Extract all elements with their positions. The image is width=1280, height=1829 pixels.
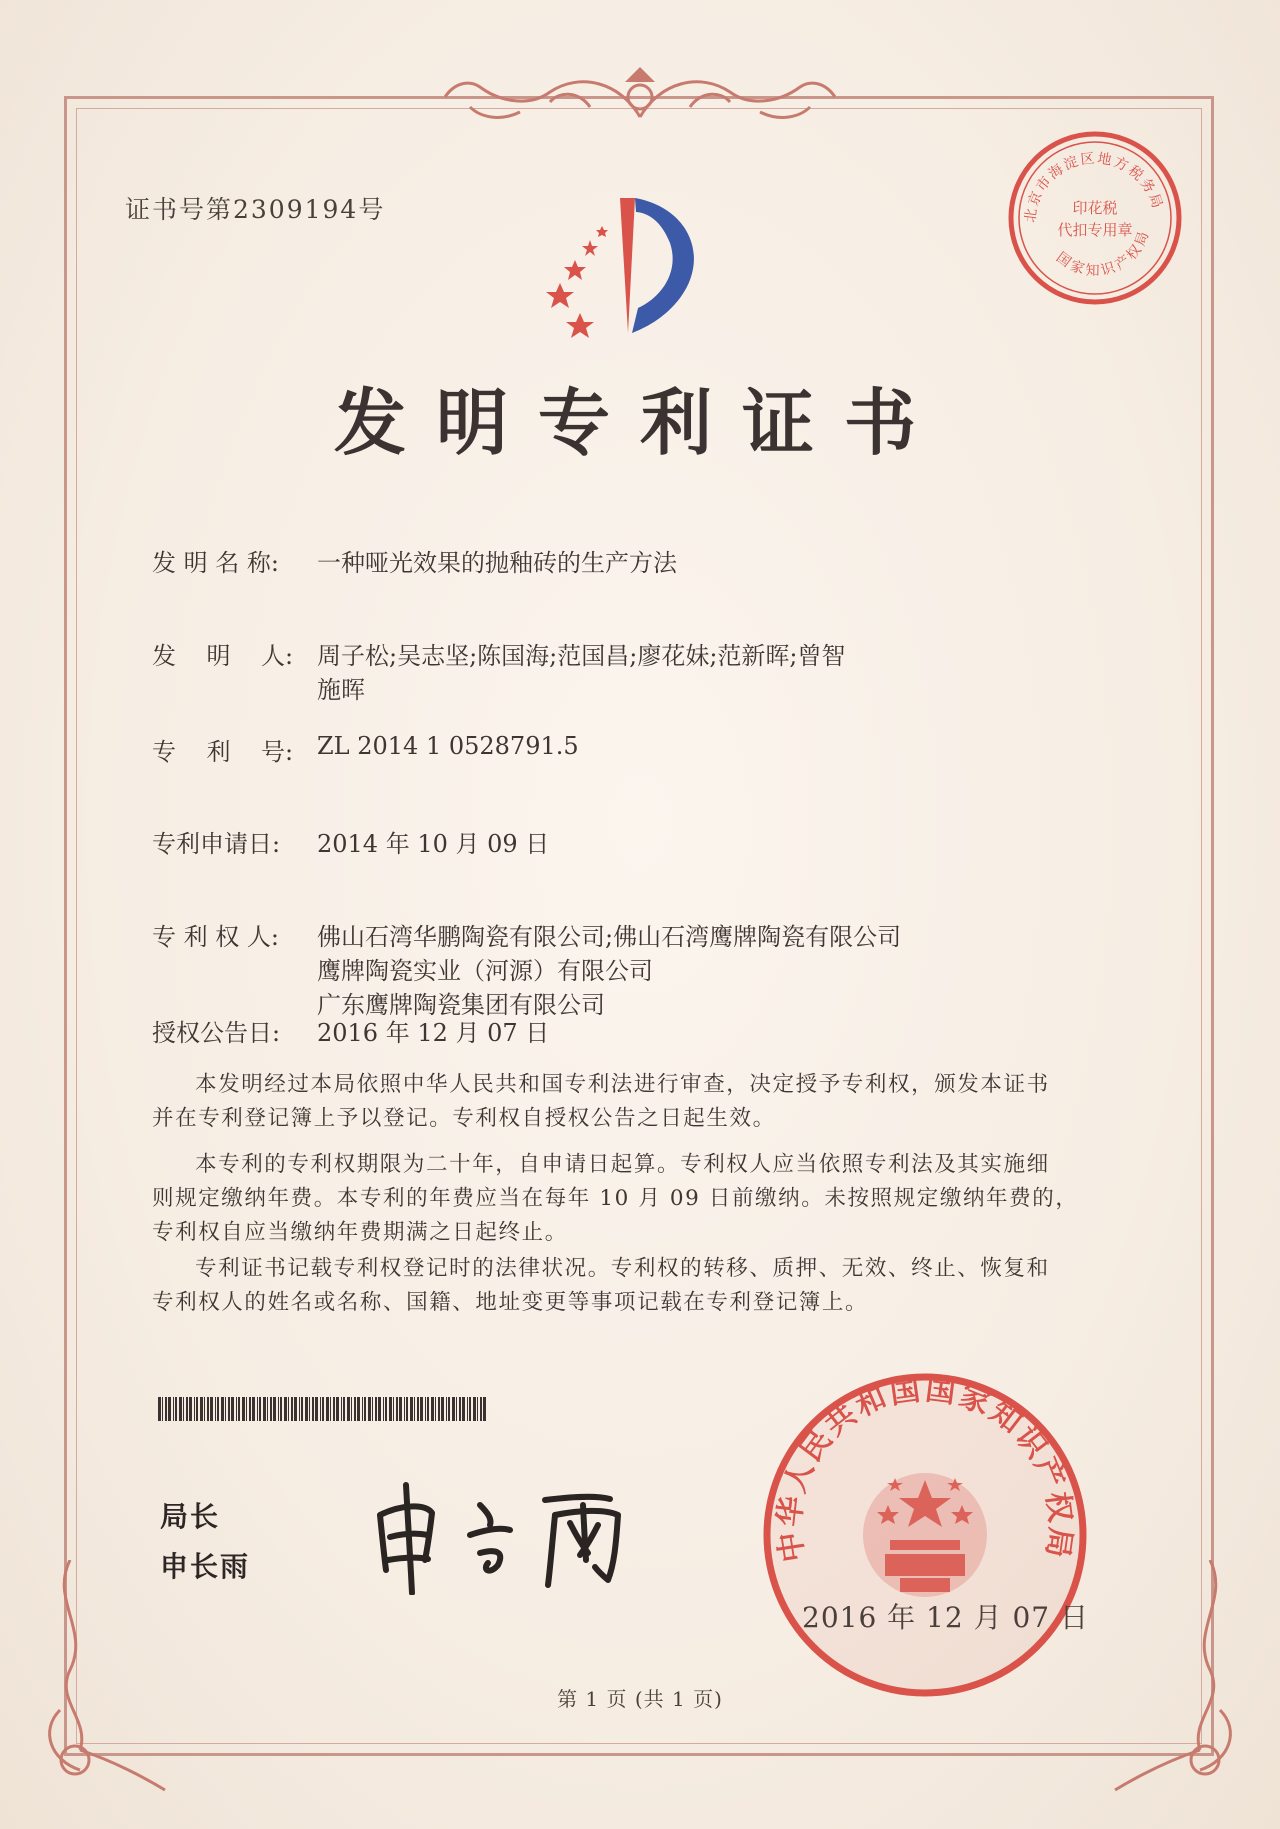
seal-date: 2016 年 12 月 07 日 xyxy=(802,1601,1090,1634)
field-invention-name xyxy=(152,543,677,578)
grant-date-label: 授权公告日: xyxy=(152,1019,281,1047)
patent-number-label: 专 利 号: xyxy=(152,738,294,766)
patentees-value-line1: 佛山石湾华鹏陶瓷有限公司;佛山石湾鹰牌陶瓷有限公司 xyxy=(317,923,902,951)
director-signature-icon xyxy=(370,1475,670,1595)
patentees-value-line3: 广东鹰牌陶瓷集团有限公司 xyxy=(317,991,605,1019)
inventors-value-line2: 施晖 xyxy=(317,676,365,704)
field-patent-number xyxy=(152,732,579,767)
patent-number-value: ZL 2014 1 0528791.5 xyxy=(317,732,579,760)
bottom-left-corner-ornament-icon xyxy=(30,1560,170,1800)
field-grant-date xyxy=(152,1013,550,1048)
tax-stamp-bottom-text: 国家知识产权局 xyxy=(1053,226,1154,280)
tax-stamp-ring-text: 北京市海淀区地方税务局 xyxy=(1022,150,1166,224)
body-p2-line3: 专利权自应当缴纳年费期满之日起终止。 xyxy=(152,1220,568,1245)
director-title: 局长 xyxy=(160,1500,221,1533)
field-application-date xyxy=(152,824,550,859)
inventors-value-line1: 周子松;吴志坚;陈国海;范国昌;廖花妹;范新晖;曾智 xyxy=(317,642,846,670)
body-paragraph-1 xyxy=(152,1068,1112,1136)
patentees-value-line2: 鹰牌陶瓷实业（河源）有限公司 xyxy=(317,957,653,985)
page-number: 第 1 页 (共 1 页) xyxy=(557,1687,723,1711)
patentees-label: 专 利 权 人: xyxy=(152,923,279,951)
top-ornament-icon xyxy=(440,62,840,132)
certificate-number: 证书号第2309194号 xyxy=(125,195,386,224)
application-date-label: 专利申请日: xyxy=(152,830,281,858)
body-p3-line2: 专利权人的姓名或名称、国籍、地址变更等事项记载在专利登记簿上。 xyxy=(152,1290,869,1315)
body-paragraph-2 xyxy=(152,1148,1112,1250)
body-p1-line1: 本发明经过本局依照中华人民共和国专利法进行审查，决定授予专利权，颁发本证书 xyxy=(195,1072,1050,1097)
invention-name-label: 发 明 名 称: xyxy=(152,549,279,577)
body-p2-line2: 则规定缴纳年费。本专利的年费应当在每年 10 月 09 日前缴纳。未按照规定缴纳年费的， xyxy=(152,1186,1079,1211)
tax-stamp-center-line2: 代扣专用章 xyxy=(1057,221,1133,239)
certificate-title: 发明专利证书 xyxy=(333,381,946,465)
field-inventors xyxy=(152,636,846,671)
tax-stamp-seal xyxy=(1005,128,1185,308)
body-p2-line1: 本专利的专利权期限为二十年，自申请日起算。专利权人应当依照专利法及其实施细 xyxy=(195,1152,1050,1177)
tax-stamp-center-line1: 印花税 xyxy=(1072,199,1118,217)
invention-name-value: 一种哑光效果的抛釉砖的生产方法 xyxy=(317,549,677,577)
bottom-right-corner-ornament-icon xyxy=(1110,1560,1250,1800)
inventors-label: 发 明 人: xyxy=(152,642,294,670)
barcode-icon xyxy=(158,1397,488,1421)
official-seal xyxy=(760,1370,1090,1700)
field-patentees xyxy=(152,917,902,952)
body-p1-line2: 并在专利登记簿上予以登记。专利权自授权公告之日起生效。 xyxy=(152,1106,776,1131)
seal-ring-text: 中华人民共和国国家知识产权局 xyxy=(772,1372,1078,1565)
body-p3-line1: 专利证书记载专利权登记时的法律状况。专利权的转移、质押、无效、终止、恢复和 xyxy=(195,1256,1050,1281)
application-date-value: 2014 年 10 月 09 日 xyxy=(317,830,550,858)
body-paragraph-3 xyxy=(152,1252,1112,1320)
director-name: 申长雨 xyxy=(160,1550,251,1583)
grant-date-value: 2016 年 12 月 07 日 xyxy=(317,1019,550,1047)
patent-office-emblem-icon xyxy=(540,188,740,338)
